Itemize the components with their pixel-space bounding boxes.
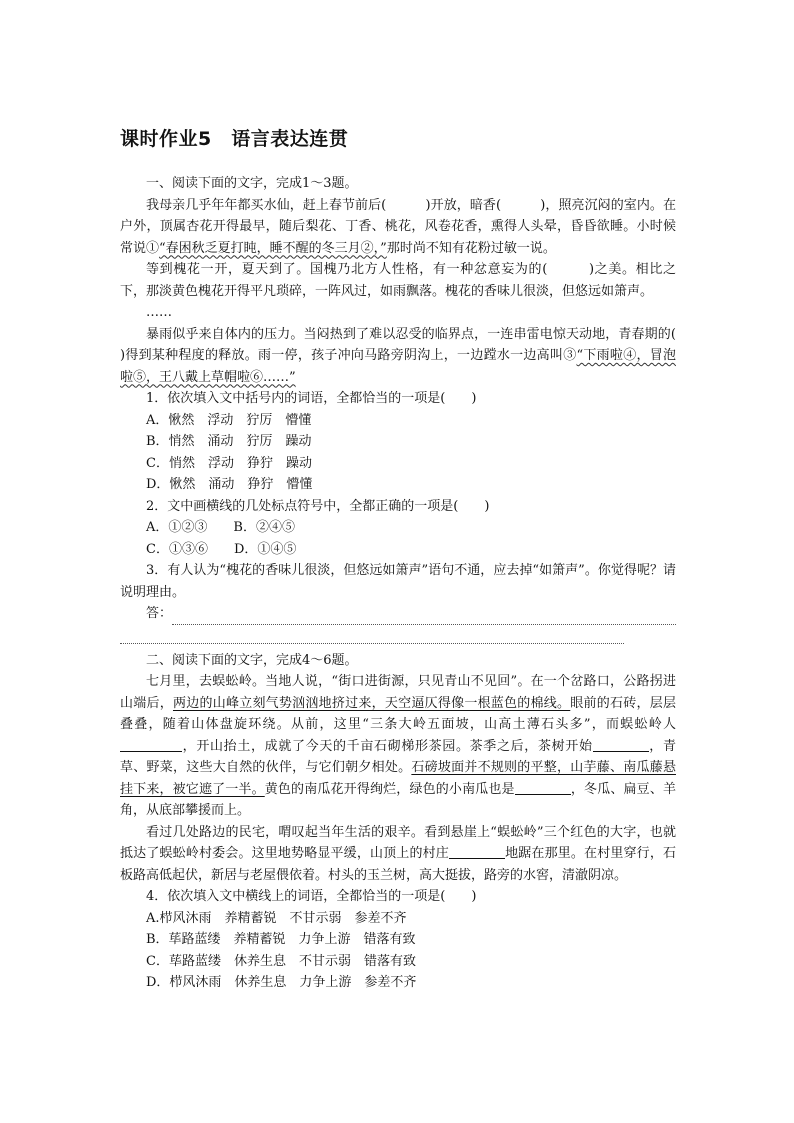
q2-options-row1[interactable]: A．①②③ B．②④⑤ bbox=[146, 520, 295, 535]
passage-text: 地踞在那里。在村里穿行，石板路高低起伏，新居与老屋偎依着。村头的玉兰树，高大挺拔，路旁的水窖，清澈阴凉。 bbox=[120, 846, 676, 883]
question-3: 3．有人认为“槐花的香味儿很淡，但悠远如箫声”语句不通，应去掉“如箫声”。你觉得呢？请说明理由。 bbox=[120, 563, 676, 600]
fill-blank-3[interactable] bbox=[515, 780, 571, 795]
q1-option-b[interactable]: B．悄然 涌动 狞厉 躁动 bbox=[146, 434, 312, 449]
q4-option-d[interactable]: D．栉风沐雨 休养生息 力争上游 参差不齐 bbox=[146, 975, 417, 990]
q1-option-a[interactable]: A．愀然 浮动 狞厉 懵懂 bbox=[146, 412, 312, 428]
passage-text: 黄色的南瓜花开得绚烂，绿色的小南瓜也是 bbox=[264, 781, 515, 797]
fill-blank-4[interactable] bbox=[449, 844, 505, 859]
section2-heading: 二、阅读下面的文字，完成4～6题。 bbox=[146, 652, 358, 668]
marked-quote: “春困秋乏夏打盹，睡不醒的冬三月②，” bbox=[159, 240, 387, 256]
fill-blank-2[interactable] bbox=[593, 737, 649, 752]
section2-passage-p1 bbox=[120, 671, 676, 822]
section1-passage-p3 bbox=[120, 324, 716, 389]
fill-blank-1[interactable] bbox=[120, 737, 182, 752]
worksheet-content bbox=[120, 124, 716, 994]
q4-option-c[interactable]: C．荜路蓝缕 休养生息 不甘示弱 错落有致 bbox=[146, 953, 416, 969]
page-title: 课时作业5 语言表达连贯 bbox=[120, 128, 349, 150]
passage-text: 七月里，去蜈蚣岭。当地人说，“街口进街源，只见青山不见回”。在一个岔路口，公路拐进山端后， bbox=[120, 674, 676, 711]
passage-text: ，开山抬土，成就了今天的千亩石砌梯形茶园。茶季之后，茶树开始 bbox=[182, 738, 593, 754]
passage-text: 那时尚不知有花粉过敏一说。 bbox=[386, 240, 556, 256]
passage-ellipsis: …… bbox=[146, 305, 172, 320]
passage-text: ，青草、野菜，这些大自然的伙伴，与它们朝夕相处。 bbox=[120, 738, 676, 775]
underlined-sentence: 两边的山峰立刻气势汹汹地挤过来，天空逼仄得像一根蓝色的棉线。 bbox=[172, 695, 571, 711]
q4-option-a[interactable]: A.栉风沐雨 养精蓄锐 不甘示弱 参差不齐 bbox=[146, 910, 407, 926]
q1-option-c[interactable]: C．悄然 浮动 狰狞 躁动 bbox=[146, 455, 312, 471]
underlined-sentence: 石磅坡面并不规则的平整，山芋藤、南瓜藤悬挂下来，被它遮了一半。 bbox=[120, 760, 676, 797]
q1-option-d[interactable]: D．愀然 涌动 狰狞 懵懂 bbox=[146, 477, 313, 492]
section1-heading: 一、阅读下面的文字，完成1～3题。 bbox=[146, 176, 358, 191]
answer-rule-1 bbox=[172, 606, 676, 625]
question-2: 2．文中画横线的几处标点符号中，全都正确的一项是( ) bbox=[146, 498, 490, 514]
passage-text: 我母亲几乎年年都买水仙，赶上春节前后( )开放，暗香( )，照亮沉闷的室内。在户外，顶属杏花开得最早，随后梨花、丁香、桃花，风卷花香，熏得人头晕，昏昏欲睡。小时候常说① bbox=[120, 197, 676, 256]
answer-rule-row[interactable] bbox=[120, 625, 676, 644]
marked-quote: “下雨啦④，冒泡啦⑤，王八戴上草帽啦⑥……” bbox=[120, 348, 676, 385]
passage-text: 暴雨似乎来自体内的压力。当闷热到了难以忍受的临界点，一连串雷电惊天动地，青春期的( )得到某种程度的释放。雨一停，孩子冲向马路旁阴沟上，一边蹚水一边高叫③ bbox=[120, 326, 716, 363]
q4-option-b[interactable]: B．荜路蓝缕 养精蓄锐 力争上游 错落有致 bbox=[146, 932, 416, 947]
passage-text: ，冬瓜、扁豆、羊角，从底部攀援而上。 bbox=[120, 781, 676, 818]
passage-text: 眼前的石砖，层层叠叠，随着山体盘旋环绕。从前，这里“三条大岭五面坡，山高土薄石头多”，而蜈蚣岭人 bbox=[120, 695, 676, 732]
q2-options-row2[interactable]: C．①③⑥ D．①④⑤ bbox=[146, 541, 297, 557]
section1-passage-p1 bbox=[120, 195, 676, 260]
section2-passage-p2 bbox=[120, 822, 676, 887]
answer-label: 答： bbox=[146, 606, 173, 621]
question-1: 1．依次填入文中括号内的词语，全都恰当的一项是( ) bbox=[146, 391, 477, 406]
section1-passage-p2: 等到槐花一开，夏天到了。国槐乃北方人性格，有一种忿意妄为的( )之美。相比之下，那淡黄色槐花开得平凡琐碎，一阵风过，如雨飘落。槐花的香味儿很淡，但悠远如箫声。 bbox=[120, 262, 676, 299]
answer-rule-2 bbox=[120, 625, 624, 644]
passage-text: 看过几处路边的民宅，喟叹起当年生活的艰辛。看到悬崖上“蜈蚣岭”三个红色的大字，也就抵达了蜈蚣岭村委会。这里地势略显平缓，山顶上的村庄 bbox=[120, 824, 676, 861]
question-4: 4．依次填入文中横线上的词语，全都恰当的一项是( ) bbox=[146, 889, 477, 904]
answer-line[interactable] bbox=[120, 603, 676, 625]
